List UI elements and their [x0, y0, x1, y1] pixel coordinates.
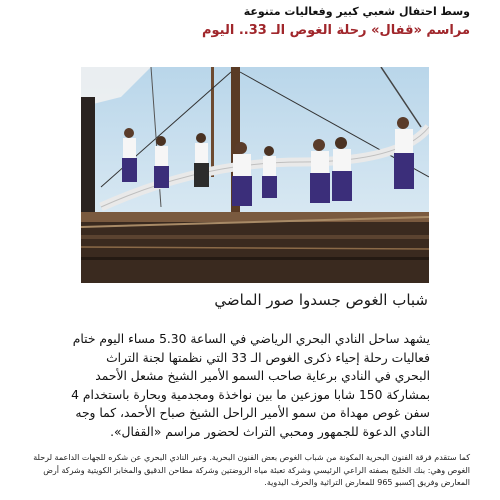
article-kicker: وسط احتفال شعبي كبير وفعاليات متنوعة: [243, 5, 470, 18]
article-headline: مراسم «قفال» رحلة الغوص الـ 33.. اليوم: [202, 23, 470, 38]
article-body: يشهد ساحل النادي البحري الرياضي في الساعة 5.30 مساء اليوم ختام فعاليات رحلة إحياء ذكرى الغوص الـ 33 التي نظمتها لجنة التراث البحري في النادي برعاية صاحب السمو الأمير الشيخ مشعل الأحمد بمشاركة 150 شابا موزعين ما بين نواخذة ومجدمية وبحارة باستخدام 4 سفن غوص مهداة من سمو الأمير الراحل الشيخ صباح الأحمد، كما وجه النادي الدعوة للجمهور ومحبي التراث لحضور مراسم «القفال».: [71, 332, 430, 439]
article-photo: [81, 67, 429, 283]
photo-caption: شباب الغوص جسدوا صور الماضي: [214, 291, 428, 309]
article-footnote: كما ستقدم فرقة الفنون البحرية المكونة من شباب الغوص بعض الفنون البحرية. وعبر النادي البحري عن شكره للجهات الداعمة لرحلة الغوص وهي: بنك الخليج بصفته الراعي الرئيسي وشركة تعبئة مياه الروضتين وشركة مطاحن الدقيق والمخابز الكويتية وشركة أرض المعارض وفريق إكسبو 965 للمعارض التراثية والحرف اليدوية.: [33, 453, 470, 487]
